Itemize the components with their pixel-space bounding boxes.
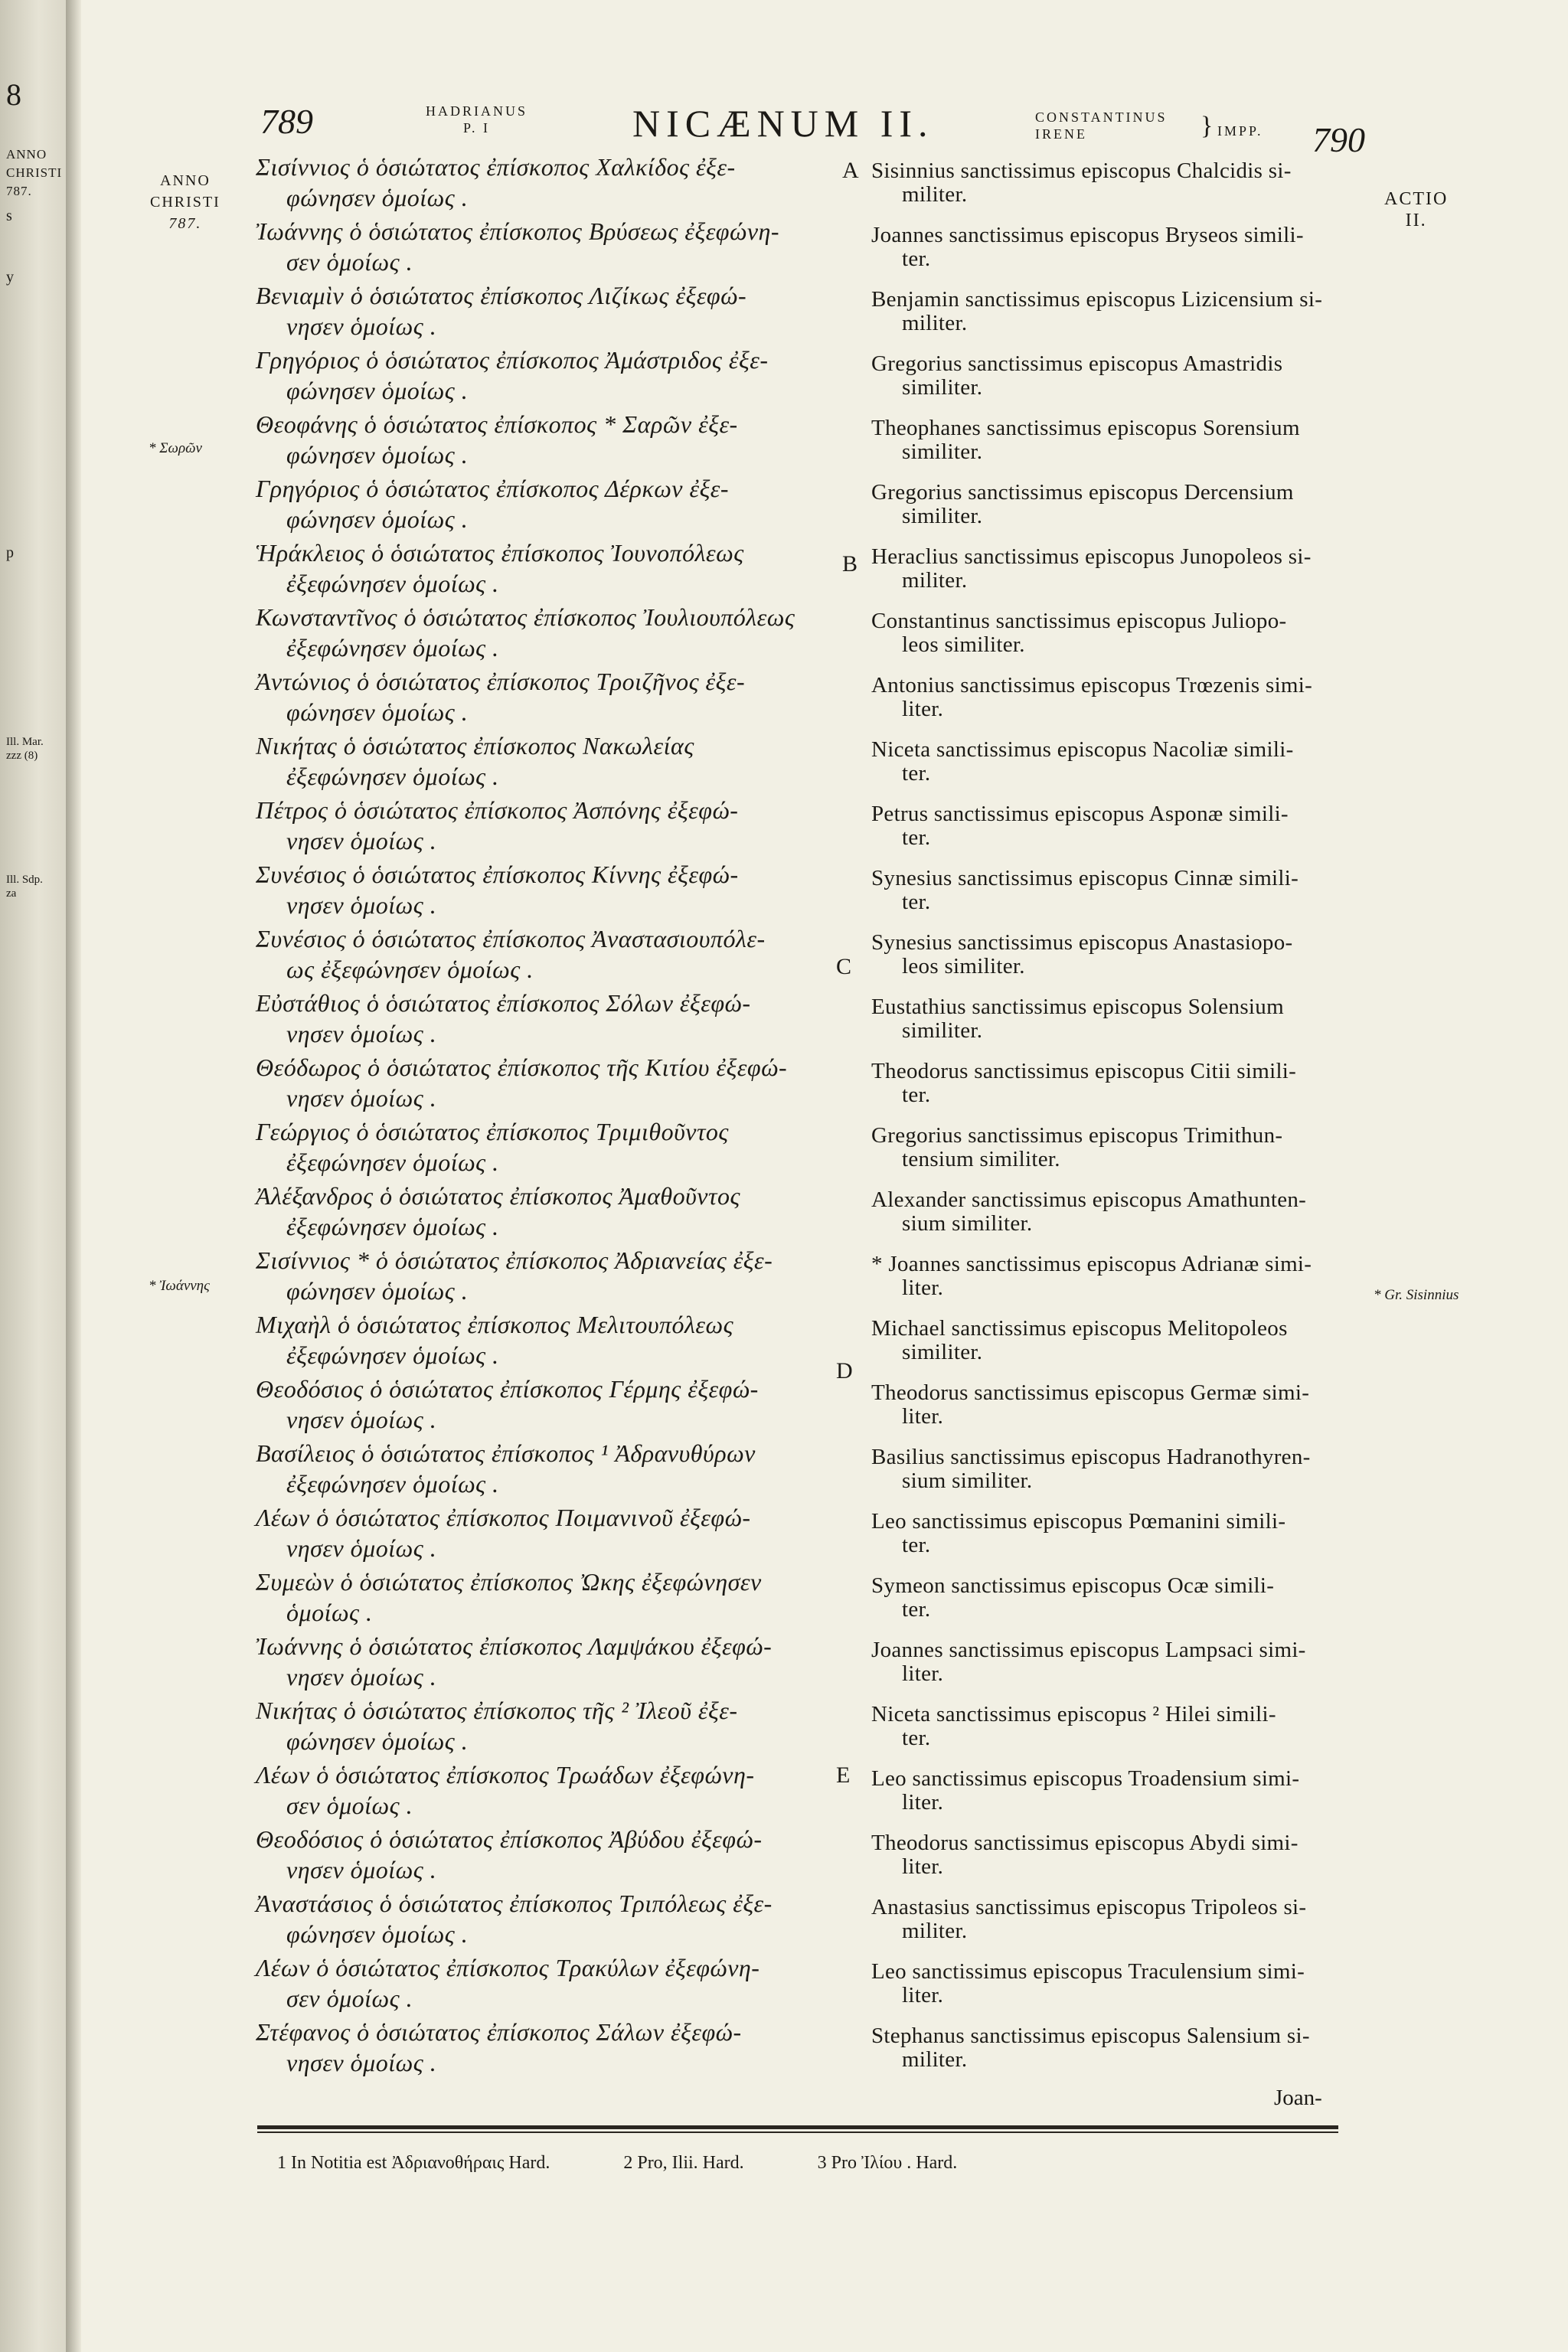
- latin-line: militer.: [902, 1919, 968, 1943]
- latin-line: Theodorus sanctissimus episcopus Abydi simi-: [871, 1831, 1298, 1855]
- footnote-3: 3 Pro Ἰλίου . Hard.: [817, 2153, 958, 2173]
- latin-line: Eustathius sanctissimus episcopus Solensium: [871, 995, 1284, 1019]
- greek-line: σεν ὁμοίως .: [286, 1984, 413, 2012]
- latin-line: similiter.: [902, 439, 983, 464]
- greek-line: νησεν ὁμοίως .: [286, 1663, 437, 1690]
- header-brace: }: [1200, 112, 1214, 140]
- greek-entry: [256, 473, 831, 534]
- greek-entry: [256, 280, 831, 341]
- latin-line: similiter.: [902, 375, 983, 400]
- page-number-right: 790: [1312, 120, 1365, 159]
- latin-line: Gregorius sanctissimus episcopus Dercensium: [871, 480, 1294, 505]
- greek-entry: [256, 1309, 831, 1370]
- greek-line: νησεν ὁμοίως .: [286, 891, 437, 919]
- greek-line: ως ἐξεφώνησεν ὁμοίως .: [286, 956, 534, 983]
- greek-entry: [256, 1052, 831, 1113]
- latin-line: militer.: [902, 2047, 968, 2072]
- latin-entry: [871, 995, 1346, 1043]
- margin-note-left: * Σωρῶν: [149, 440, 202, 456]
- greek-line: Ἀντώνιος ὁ ὁσιώτατος ἐπίσκοπος Τροιζῆνος ἐξε-: [256, 668, 746, 695]
- latin-entry: [871, 416, 1346, 464]
- greek-line: Στέφανος ὁ ὁσιώτατος ἐπίσκοπος Σάλων ἐξεφώ-: [256, 2018, 742, 2046]
- latin-entry: [871, 1703, 1346, 1750]
- latin-entry: [871, 931, 1346, 978]
- section-marker: B: [842, 551, 858, 577]
- greek-line: φώνησεν ὁμοίως .: [286, 505, 469, 533]
- latin-line: Leo sanctissimus episcopus Troadensium simi-: [871, 1766, 1300, 1791]
- header-emperors: CONSTANTINUS IRENE: [1035, 109, 1168, 142]
- latin-entry: [871, 609, 1346, 657]
- footnote-1: 1 In Notitia est Ἀδριανοθήραις Hard.: [277, 2153, 550, 2173]
- greek-entry: [256, 859, 831, 920]
- latin-entry: [871, 1381, 1346, 1429]
- latin-line: tensium similiter.: [902, 1147, 1060, 1171]
- greek-entry: [256, 345, 831, 406]
- catchword: Joan-: [1274, 2086, 1322, 2110]
- greek-entry: [256, 1502, 831, 1563]
- latin-entry: [871, 1124, 1346, 1171]
- greek-entry: [256, 730, 831, 792]
- latin-entry: [871, 159, 1346, 207]
- greek-line: ἐξεφώνησεν ὁμοίως .: [286, 1213, 499, 1240]
- latin-line: Joannes sanctissimus episcopus Bryseos simili-: [871, 223, 1304, 247]
- greek-line: Γεώργιος ὁ ὁσιώτατος ἐπίσκοπος Τριμιθοῦντος: [256, 1118, 729, 1145]
- latin-entry: [871, 1574, 1346, 1622]
- greek-line: Θεοδόσιος ὁ ὁσιώτατος ἐπίσκοπος Ἀβύδου ἐξεφώ-: [256, 1825, 763, 1853]
- footnote-rule: [257, 2125, 1338, 2129]
- greek-entry: [256, 795, 831, 856]
- greek-line: φώνησεν ὁμοίως .: [286, 1727, 469, 1755]
- greek-line: Βενιαμὶν ὁ ὁσιώτατος ἐπίσκοπος Λιζίκως ἐξεφώ-: [256, 282, 747, 309]
- greek-line: Ἰωάννης ὁ ὁσιώτατος ἐπίσκοπος Βρύσεως ἐξεφώνη-: [256, 217, 780, 245]
- latin-line: Benjamin sanctissimus episcopus Lizicensium si-: [871, 287, 1323, 312]
- greek-line: Ἀναστάσιος ὁ ὁσιώτατος ἐπίσκοπος Τριπόλεως ἐξε-: [256, 1890, 773, 1917]
- greek-line: νησεν ὁμοίως .: [286, 2049, 437, 2076]
- greek-entry: [256, 1631, 831, 1692]
- latin-entry: [871, 1253, 1346, 1300]
- greek-line: νησεν ὁμοίως .: [286, 1020, 437, 1047]
- latin-line: Niceta sanctissimus episcopus Nacoliæ simili-: [871, 737, 1294, 762]
- page-number-left: 789: [260, 102, 313, 141]
- greek-line: Νικήτας ὁ ὁσιώτατος ἐπίσκοπος Νακωλείας: [256, 732, 694, 760]
- greek-entry: [256, 1374, 831, 1435]
- latin-line: Michael sanctissimus episcopus Melitopoleos: [871, 1316, 1288, 1341]
- section-marker: A: [842, 158, 859, 183]
- greek-entry: [256, 1116, 831, 1178]
- latin-line: Heraclius sanctissimus episcopus Junopoleos si-: [871, 544, 1312, 569]
- latin-entry: [871, 802, 1346, 850]
- latin-entry: [871, 224, 1346, 271]
- latin-line: Gregorius sanctissimus episcopus Amastridis: [871, 351, 1283, 376]
- latin-line: Symeon sanctissimus episcopus Ocæ simili-: [871, 1573, 1275, 1598]
- greek-line: ὁμοίως .: [286, 1599, 373, 1626]
- greek-line: Συνέσιος ὁ ὁσιώτατος ἐπίσκοπος Κίννης ἐξεφώ-: [256, 861, 739, 888]
- greek-entry: [256, 216, 831, 277]
- greek-line: Γρηγόριος ὁ ὁσιώτατος ἐπίσκοπος Δέρκων ἐξε-: [256, 475, 730, 502]
- greek-line: Σισίννιος ὁ ὁσιώτατος ἐπίσκοπος Χαλκίδος ἐξε-: [256, 153, 736, 181]
- section-marker: E: [836, 1762, 851, 1788]
- latin-entry: [871, 352, 1346, 400]
- margin-actio: ACTIO II.: [1384, 189, 1449, 230]
- latin-line: militer.: [902, 311, 968, 335]
- greek-line: φώνησεν ὁμοίως .: [286, 698, 469, 726]
- latin-entry: [871, 288, 1346, 335]
- greek-line: νησεν ὁμοίως .: [286, 1084, 437, 1112]
- greek-entry: [256, 1888, 831, 1949]
- greek-line: φώνησεν ὁμοίως .: [286, 184, 469, 211]
- latin-line: liter.: [902, 1276, 944, 1300]
- greek-line: Λέων ὁ ὁσιώτατος ἐπίσκοπος Τρωάδων ἐξεφώνη-: [256, 1761, 755, 1788]
- latin-entry: [871, 1638, 1346, 1686]
- latin-entry: [871, 1060, 1346, 1107]
- greek-line: Ἀλέξανδρος ὁ ὁσιώτατος ἐπίσκοπος Ἀμαθοῦντος: [256, 1182, 740, 1210]
- left-page-mark: Ill. Sdp. za: [6, 874, 43, 900]
- greek-entry: [256, 602, 831, 663]
- section-marker: D: [836, 1358, 853, 1383]
- greek-line: Πέτρος ὁ ὁσιώτατος ἐπίσκοπος Ἀσπόνης ἐξεφώ-: [256, 796, 739, 824]
- latin-line: ter.: [902, 890, 931, 914]
- left-page-edge: [0, 0, 70, 2352]
- latin-line: liter.: [902, 1983, 944, 2007]
- greek-entry: [256, 1759, 831, 1821]
- latin-line: Theodorus sanctissimus episcopus Citii simili-: [871, 1059, 1297, 1083]
- latin-line: * Joannes sanctissimus episcopus Adrianæ simi-: [871, 1252, 1312, 1276]
- latin-line: leos similiter.: [902, 632, 1025, 657]
- latin-line: ter.: [902, 247, 931, 271]
- greek-entry: [256, 1245, 831, 1306]
- left-page-mark: s: [6, 207, 12, 224]
- latin-entry: [871, 2024, 1346, 2072]
- left-page-mark: Ill. Mar. zzz (8): [6, 736, 44, 762]
- latin-line: liter.: [902, 1790, 944, 1815]
- greek-line: νησεν ὁμοίως .: [286, 1406, 437, 1433]
- latin-line: ter.: [902, 1533, 931, 1557]
- greek-entry: [256, 1952, 831, 2014]
- latin-line: leos similiter.: [902, 954, 1025, 978]
- latin-line: militer.: [902, 568, 968, 593]
- latin-line: Alexander sanctissimus episcopus Amathunten-: [871, 1187, 1307, 1212]
- greek-line: Βασίλειος ὁ ὁσιώτατος ἐπίσκοπος ¹ Ἀδρανυθύρων: [256, 1439, 756, 1467]
- latin-entry: [871, 1446, 1346, 1493]
- footnotes: [277, 2153, 1026, 2174]
- latin-line: liter.: [902, 1854, 944, 1879]
- greek-entry: [256, 2017, 831, 2078]
- greek-line: ἐξεφώνησεν ὁμοίως .: [286, 634, 499, 662]
- latin-line: Constantinus sanctissimus episcopus Juliopo-: [871, 609, 1287, 633]
- greek-line: νησεν ὁμοίως .: [286, 1856, 437, 1883]
- greek-line: φώνησεν ὁμοίως .: [286, 1277, 469, 1305]
- latin-entry: [871, 545, 1346, 593]
- greek-line: νησεν ὁμοίως .: [286, 827, 437, 854]
- footnote-rule-thin: [257, 2132, 1338, 2133]
- greek-line: σεν ὁμοίως .: [286, 248, 413, 276]
- greek-entry: [256, 666, 831, 727]
- latin-line: Sisinnius sanctissimus episcopus Chalcidis si-: [871, 158, 1292, 183]
- latin-line: Petrus sanctissimus episcopus Asponæ simili-: [871, 802, 1289, 826]
- greek-entry: [256, 1438, 831, 1499]
- header-pope: HADRIANUS P. I: [426, 103, 528, 136]
- latin-line: Gregorius sanctissimus episcopus Trimithun-: [871, 1123, 1283, 1148]
- greek-line: Κωνσταντῖνος ὁ ὁσιώτατος ἐπίσκοπος Ἰουλιουπόλεως: [256, 603, 795, 631]
- left-page-mark: p: [6, 544, 14, 561]
- greek-line: Ἡράκλειος ὁ ὁσιώτατος ἐπίσκοπος Ἰουνοπόλεως: [256, 539, 744, 567]
- greek-line: Σισίννιος * ὁ ὁσιώτατος ἐπίσκοπος Ἀδριανείας ἐξε-: [256, 1246, 773, 1274]
- greek-line: Νικήτας ὁ ὁσιώτατος ἐπίσκοπος τῆς ² Ἰλεοῦ ἐξε-: [256, 1697, 738, 1724]
- greek-line: Ἰωάννης ὁ ὁσιώτατος ἐπίσκοπος Λαμψάκου ἐξεφώ-: [256, 1632, 773, 1660]
- latin-line: Joannes sanctissimus episcopus Lampsaci simi-: [871, 1638, 1306, 1662]
- greek-line: φώνησεν ὁμοίως .: [286, 1920, 469, 1948]
- greek-line: ἐξεφώνησεν ὁμοίως .: [286, 1341, 499, 1369]
- latin-entry: [871, 674, 1346, 721]
- latin-line: Leo sanctissimus episcopus Traculensium simi-: [871, 1959, 1305, 1984]
- latin-line: similiter.: [902, 1018, 983, 1043]
- latin-entry: [871, 1317, 1346, 1364]
- footnote-2: 2 Pro, Ilii. Hard.: [623, 2153, 744, 2173]
- latin-line: liter.: [902, 1661, 944, 1686]
- latin-entry: [871, 738, 1346, 786]
- latin-line: Niceta sanctissimus episcopus ² Hilei simili-: [871, 1702, 1276, 1726]
- margin-note-right: * Gr. Sisinnius: [1374, 1287, 1459, 1303]
- latin-line: Anastasius sanctissimus episcopus Tripoleos si-: [871, 1895, 1307, 1919]
- greek-entry: [256, 152, 831, 213]
- greek-line: Λέων ὁ ὁσιώτατος ἐπίσκοπος Τρακύλων ἐξεφώνη-: [256, 1954, 760, 1981]
- latin-line: ter.: [902, 761, 931, 786]
- greek-line: Συμεὼν ὁ ὁσιώτατος ἐπίσκοπος Ὠκης ἐξεφώνησεν: [256, 1568, 762, 1596]
- latin-line: liter.: [902, 697, 944, 721]
- greek-line: ἐξεφώνησεν ὁμοίως .: [286, 1148, 499, 1176]
- greek-entry: [256, 1824, 831, 1885]
- latin-line: similiter.: [902, 504, 983, 528]
- latin-entry: [871, 867, 1346, 914]
- latin-line: Basilius sanctissimus episcopus Hadranothyren-: [871, 1445, 1311, 1469]
- latin-line: ter.: [902, 1083, 931, 1107]
- latin-entry: [871, 1831, 1346, 1879]
- latin-line: sium similiter.: [902, 1468, 1033, 1493]
- latin-entry: [871, 1510, 1346, 1557]
- greek-line: Συνέσιος ὁ ὁσιώτατος ἐπίσκοπος Ἀναστασιουπόλε-: [256, 925, 766, 952]
- greek-line: Γρηγόριος ὁ ὁσιώτατος ἐπίσκοπος Ἀμάστριδος ἐξε-: [256, 346, 769, 374]
- latin-line: Theodorus sanctissimus episcopus Germæ simi-: [871, 1380, 1310, 1405]
- greek-line: νησεν ὁμοίως .: [286, 1534, 437, 1562]
- margin-note-left: * Ἰωάννης: [149, 1278, 210, 1294]
- greek-entry: [256, 1695, 831, 1756]
- latin-line: Synesius sanctissimus episcopus Anastasiopo-: [871, 930, 1293, 955]
- left-page-margin-text: ANNO CHRISTI 787.: [6, 147, 63, 198]
- header-imp: IMPP.: [1217, 123, 1263, 139]
- greek-entry: [256, 923, 831, 985]
- margin-anno-christi: ANNO CHRISTI 787.: [150, 172, 220, 232]
- greek-entry: [256, 988, 831, 1049]
- latin-entry: [871, 1896, 1346, 1943]
- greek-line: φώνησεν ὁμοίως .: [286, 441, 469, 469]
- greek-line: Λέων ὁ ὁσιώτατος ἐπίσκοπος Ποιμανινοῦ ἐξεφώ-: [256, 1504, 751, 1531]
- latin-line: Synesius sanctissimus episcopus Cinnæ simili-: [871, 866, 1299, 890]
- greek-line: ἐξεφώνησεν ὁμοίως .: [286, 763, 499, 790]
- latin-entry: [871, 1188, 1346, 1236]
- section-marker: C: [836, 954, 852, 979]
- latin-line: Leo sanctissimus episcopus Pœmanini simili-: [871, 1509, 1286, 1534]
- greek-line: νησεν ὁμοίως .: [286, 312, 437, 340]
- greek-line: Θεόδωρος ὁ ὁσιώτατος ἐπίσκοπος τῆς Κιτίου ἐξεφώ-: [256, 1054, 788, 1081]
- latin-line: militer.: [902, 182, 968, 207]
- greek-line: Θεοδόσιος ὁ ὁσιώτατος ἐπίσκοπος Γέρμης ἐξεφώ-: [256, 1375, 759, 1403]
- greek-line: σεν ὁμοίως .: [286, 1792, 413, 1819]
- greek-entry: [256, 1181, 831, 1242]
- latin-line: ter.: [902, 1726, 931, 1750]
- latin-entry: [871, 1767, 1346, 1815]
- latin-line: Antonius sanctissimus episcopus Trœzenis simi-: [871, 673, 1313, 697]
- latin-entry: [871, 481, 1346, 528]
- greek-entry: [256, 537, 831, 599]
- latin-entry: [871, 1960, 1346, 2007]
- book-gutter: [66, 0, 81, 2352]
- greek-line: Μιχαὴλ ὁ ὁσιώτατος ἐπίσκοπος Μελιτουπόλεως: [256, 1311, 734, 1338]
- greek-line: ἐξεφώνησεν ὁμοίως .: [286, 570, 499, 597]
- greek-entry: [256, 1566, 831, 1628]
- latin-line: liter.: [902, 1404, 944, 1429]
- page-title: NICÆNUM II.: [632, 102, 934, 145]
- latin-line: Stephanus sanctissimus episcopus Salensium si-: [871, 2024, 1310, 2048]
- greek-line: Εὐστάθιος ὁ ὁσιώτατος ἐπίσκοπος Σόλων ἐξεφώ-: [256, 989, 751, 1017]
- greek-line: Θεοφάνης ὁ ὁσιώτατος ἐπίσκοπος * Σαρῶν ἐξε-: [256, 410, 738, 438]
- left-page-number: 8: [6, 77, 21, 112]
- latin-line: sium similiter.: [902, 1211, 1033, 1236]
- latin-line: Theophanes sanctissimus episcopus Sorensium: [871, 416, 1300, 440]
- latin-line: ter.: [902, 1597, 931, 1622]
- left-page-mark: y: [6, 269, 14, 286]
- greek-line: φώνησεν ὁμοίως .: [286, 377, 469, 404]
- greek-line: ἐξεφώνησεν ὁμοίως .: [286, 1470, 499, 1498]
- greek-entry: [256, 409, 831, 470]
- latin-line: ter.: [902, 825, 931, 850]
- latin-line: similiter.: [902, 1340, 983, 1364]
